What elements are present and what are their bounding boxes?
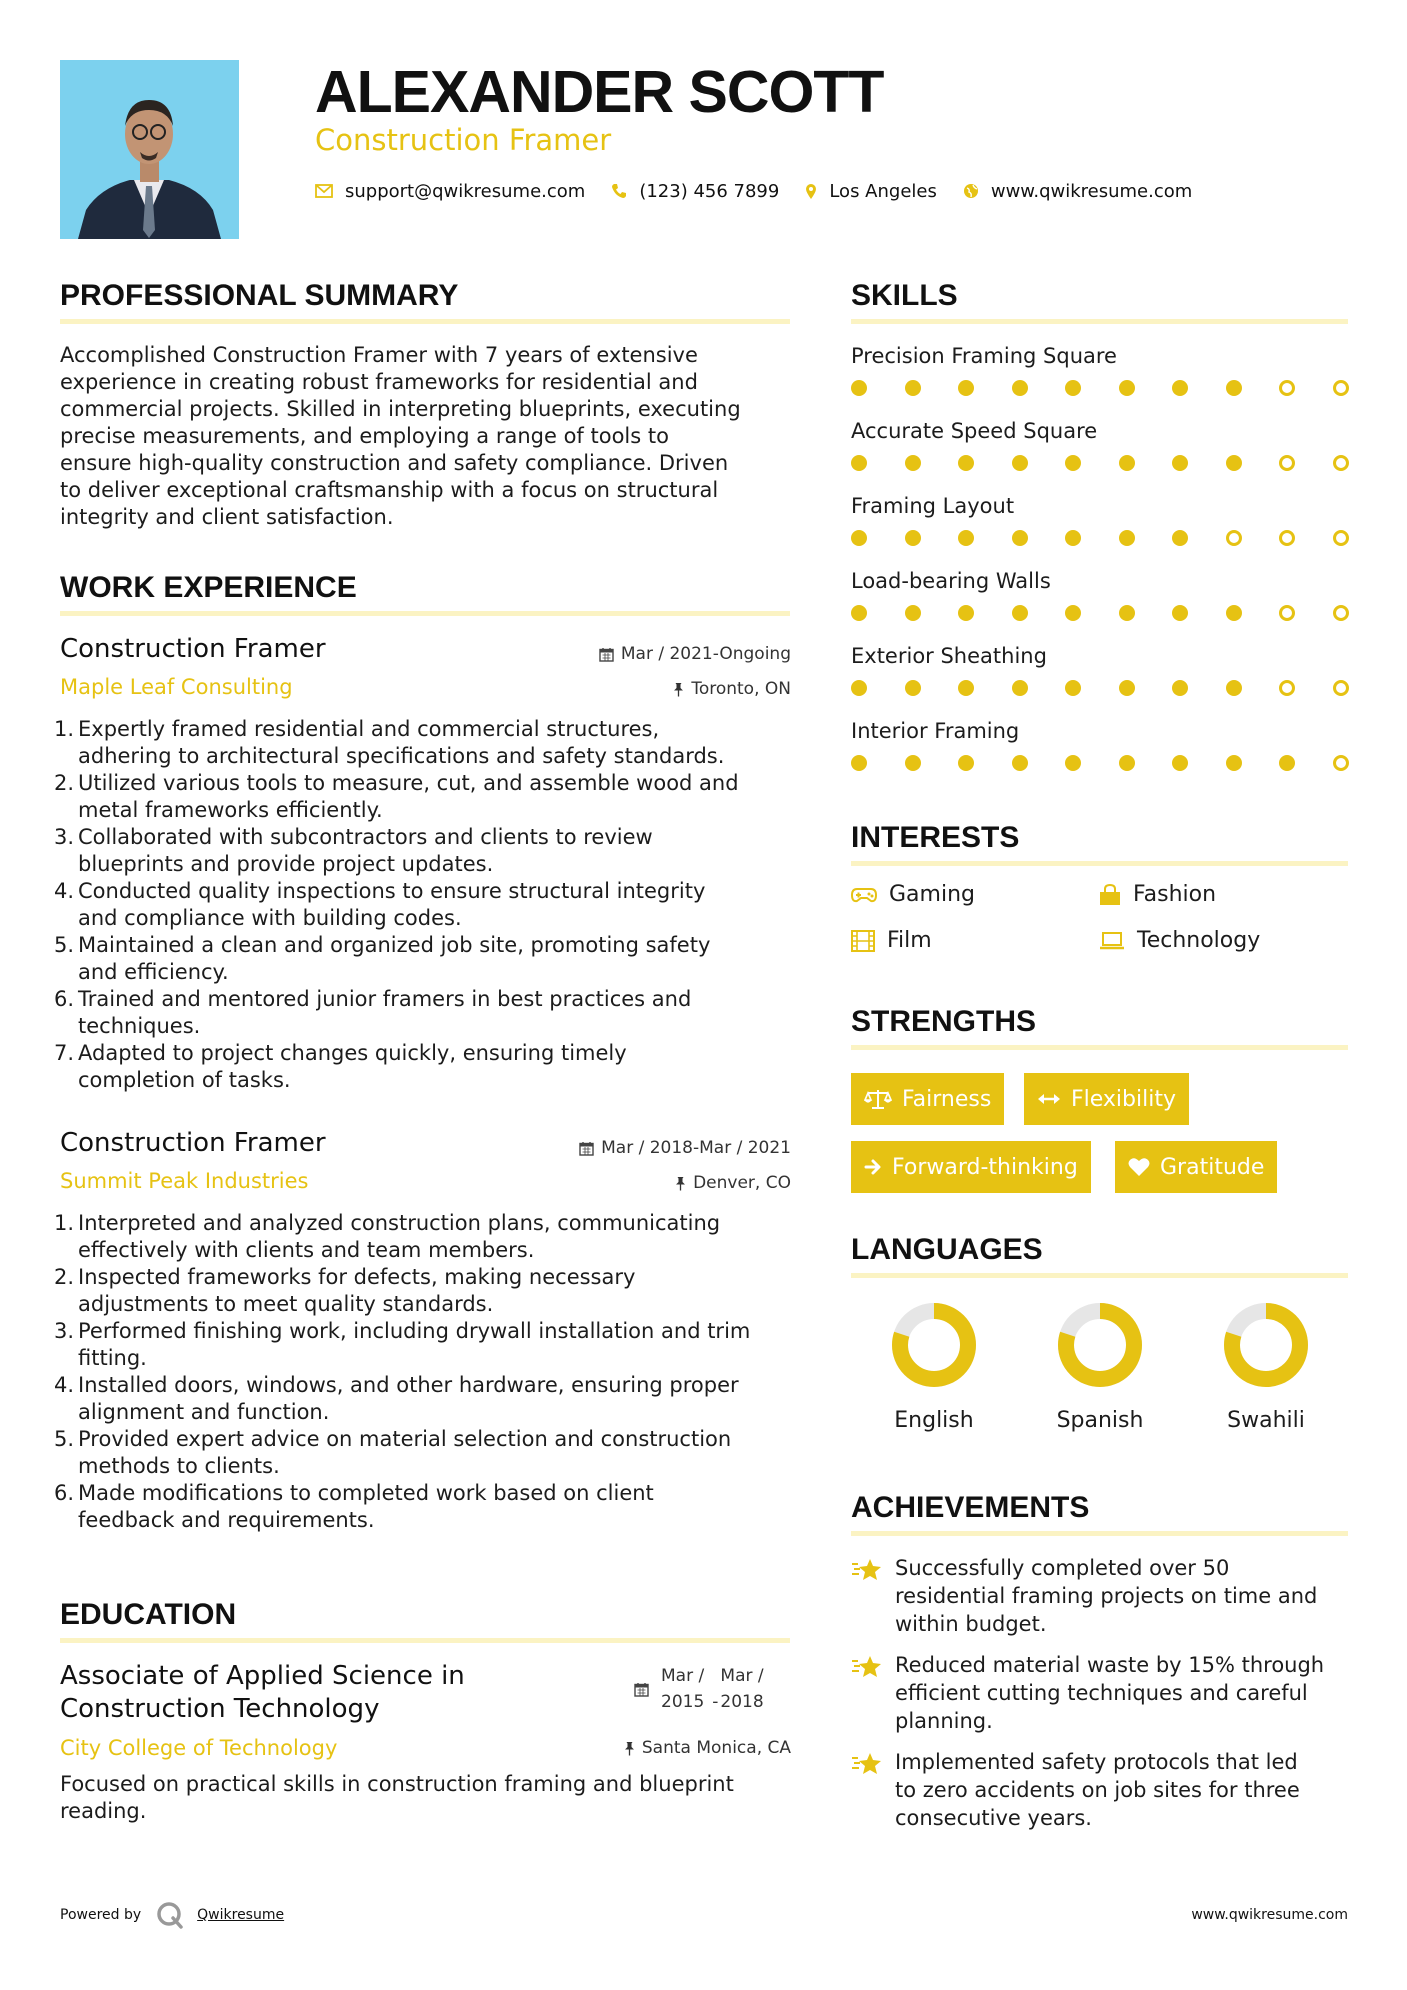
rating-dot-filled bbox=[1065, 530, 1081, 546]
contact-bar bbox=[315, 178, 1218, 204]
summary-line: commercial projects. Skilled in interpreting blueprints, executing bbox=[60, 397, 741, 421]
rating-dot-filled bbox=[958, 530, 974, 546]
shopping-bag-icon bbox=[1099, 884, 1121, 906]
date-separator: - bbox=[712, 1692, 719, 1712]
item-line: effectively with clients and team members. bbox=[78, 1238, 535, 1262]
laptop-icon bbox=[1099, 931, 1125, 951]
item-line: and efficiency. bbox=[78, 960, 229, 984]
rating-dot-filled bbox=[905, 680, 921, 696]
rating-dot-filled bbox=[1226, 755, 1242, 771]
skill-rating bbox=[851, 755, 1349, 771]
rating-dot-filled bbox=[1119, 680, 1135, 696]
summary-line: ensure high-quality construction and safety compliance. Driven bbox=[60, 451, 729, 475]
start-year: 2015 bbox=[661, 1692, 705, 1712]
education-heading: EDUCATION bbox=[60, 1598, 237, 1631]
skill-name: Interior Framing bbox=[851, 719, 1020, 743]
item-number: 1. bbox=[54, 1211, 75, 1235]
achievement-item bbox=[851, 1748, 1351, 1832]
pushpin-icon bbox=[673, 682, 684, 697]
job-company: Summit Peak Industries bbox=[60, 1169, 309, 1193]
achievement-line: Implemented safety protocols that led bbox=[895, 1750, 1298, 1774]
rating-dot-empty bbox=[1279, 530, 1295, 546]
item-line: Expertly framed residential and commercial structures, bbox=[78, 717, 660, 741]
skill-rating bbox=[851, 530, 1349, 546]
envelope-icon bbox=[315, 184, 333, 198]
interest-label: Film bbox=[887, 928, 932, 953]
skill-item bbox=[851, 567, 1349, 642]
strength-tag-flexibility bbox=[1024, 1073, 1189, 1125]
rating-dot-filled bbox=[905, 530, 921, 546]
film-icon bbox=[851, 930, 875, 952]
achievements-list bbox=[851, 1554, 1351, 1832]
strengths-heading: STRENGTHS bbox=[851, 1005, 1037, 1038]
strength-tag-fairness bbox=[851, 1073, 1004, 1125]
job-location bbox=[675, 1172, 791, 1194]
item-line: fitting. bbox=[78, 1346, 147, 1370]
map-pin-icon bbox=[805, 183, 817, 200]
rating-dot-filled bbox=[1065, 455, 1081, 471]
job-title: Construction Framer bbox=[60, 634, 326, 664]
rating-dot-filled bbox=[1119, 530, 1135, 546]
list-item bbox=[54, 1372, 800, 1426]
achievement-text bbox=[895, 1651, 1324, 1735]
phone-icon bbox=[611, 183, 627, 199]
interest-label: Fashion bbox=[1133, 882, 1217, 907]
achievement-line: efficient cutting techniques and careful bbox=[895, 1681, 1308, 1705]
skill-rating bbox=[851, 680, 1349, 696]
summary-divider bbox=[60, 319, 790, 324]
rating-dot-filled bbox=[1172, 605, 1188, 621]
education-description bbox=[60, 1771, 800, 1825]
item-number: 3. bbox=[54, 825, 75, 849]
item-line: completion of tasks. bbox=[78, 1068, 291, 1092]
rating-dot-filled bbox=[1172, 755, 1188, 771]
achievement-line: Reduced material waste by 15% through bbox=[895, 1653, 1325, 1677]
calendar-icon bbox=[634, 1682, 649, 1697]
candidate-name: ALEXANDER SCOTT bbox=[315, 59, 884, 125]
rating-dot-filled bbox=[851, 455, 867, 471]
rating-dot-filled bbox=[1119, 455, 1135, 471]
interest-item-technology bbox=[1099, 928, 1260, 953]
item-number: 5. bbox=[54, 933, 75, 957]
rating-dot-filled bbox=[1172, 530, 1188, 546]
rating-dot-filled bbox=[851, 755, 867, 771]
rating-dot-filled bbox=[958, 755, 974, 771]
strength-label: Gratitude bbox=[1160, 1154, 1265, 1180]
item-line: feedback and requirements. bbox=[78, 1508, 375, 1532]
skill-item bbox=[851, 342, 1349, 417]
list-item bbox=[54, 1040, 800, 1094]
skill-rating bbox=[851, 605, 1349, 621]
description-line: Focused on practical skills in construction framing and blueprint bbox=[60, 1772, 734, 1796]
list-item bbox=[54, 1210, 800, 1264]
rating-dot-filled bbox=[851, 380, 867, 396]
item-line: methods to clients. bbox=[78, 1454, 280, 1478]
gamepad-icon bbox=[851, 886, 877, 904]
calendar-icon bbox=[579, 1141, 594, 1156]
star-badge-icon bbox=[851, 1750, 883, 1778]
rating-dot-filled bbox=[905, 455, 921, 471]
item-number: 2. bbox=[54, 771, 75, 795]
item-line: Conducted quality inspections to ensure structural integrity bbox=[78, 879, 706, 903]
description-line: reading. bbox=[60, 1799, 147, 1823]
item-line: and compliance with building codes. bbox=[78, 906, 462, 930]
item-line: Interpreted and analyzed construction plans, communicating bbox=[78, 1211, 721, 1235]
interests-divider bbox=[851, 861, 1348, 866]
footer-powered-by bbox=[60, 1900, 284, 1930]
candidate-role: Construction Framer bbox=[315, 123, 612, 157]
rating-dot-filled bbox=[1012, 755, 1028, 771]
skill-rating bbox=[851, 455, 1349, 471]
language-item bbox=[1183, 1300, 1349, 1433]
item-number: 3. bbox=[54, 1319, 75, 1343]
item-line: alignment and function. bbox=[78, 1400, 330, 1424]
item-line: blueprints and provide project updates. bbox=[78, 852, 494, 876]
skill-name: Framing Layout bbox=[851, 494, 1015, 518]
star-badge-icon bbox=[851, 1556, 883, 1584]
powered-by-label: Powered by bbox=[60, 1907, 142, 1923]
strength-tag-gratitude bbox=[1115, 1141, 1277, 1193]
skills-heading: SKILLS bbox=[851, 279, 958, 312]
language-level-donut bbox=[889, 1300, 979, 1390]
rating-dot-empty bbox=[1279, 605, 1295, 621]
strength-label: Forward-thinking bbox=[892, 1154, 1078, 1180]
rating-dot-filled bbox=[958, 380, 974, 396]
list-item bbox=[54, 1264, 800, 1318]
rating-dot-filled bbox=[905, 755, 921, 771]
rating-dot-filled bbox=[1012, 605, 1028, 621]
item-line: Inspected frameworks for defects, making necessary bbox=[78, 1265, 636, 1289]
rating-dot-filled bbox=[1172, 380, 1188, 396]
skill-name: Exterior Sheathing bbox=[851, 644, 1047, 668]
footer-url[interactable]: www.qwikresume.com bbox=[1191, 1907, 1348, 1923]
list-item bbox=[54, 1480, 800, 1534]
rating-dot-filled bbox=[1226, 380, 1242, 396]
language-level-donut bbox=[1055, 1300, 1145, 1390]
rating-dot-filled bbox=[1012, 530, 1028, 546]
rating-dot-empty bbox=[1226, 530, 1242, 546]
skill-name: Precision Framing Square bbox=[851, 344, 1117, 368]
rating-dot-filled bbox=[1119, 755, 1135, 771]
calendar-icon bbox=[599, 647, 614, 662]
balance-scale-icon bbox=[864, 1088, 892, 1110]
email-text: support@qwikresume.com bbox=[345, 180, 586, 202]
job-location-text: Toronto, ON bbox=[691, 679, 791, 699]
achievement-item bbox=[851, 1554, 1351, 1638]
list-item bbox=[54, 1318, 800, 1372]
skill-item bbox=[851, 717, 1349, 792]
interest-label: Technology bbox=[1137, 928, 1261, 953]
job-location bbox=[673, 678, 791, 700]
item-line: Maintained a clean and organized job site, promoting safety bbox=[78, 933, 711, 957]
education-location-text: Santa Monica, CA bbox=[641, 1738, 791, 1758]
item-number: 4. bbox=[54, 879, 75, 903]
education-dates bbox=[634, 1663, 764, 1715]
skill-item bbox=[851, 492, 1349, 567]
list-item bbox=[54, 932, 800, 986]
item-line: Utilized various tools to measure, cut, and assemble wood and bbox=[78, 771, 739, 795]
end-month: Mar / bbox=[720, 1666, 764, 1686]
skill-rating bbox=[851, 380, 1349, 396]
rating-dot-filled bbox=[1172, 455, 1188, 471]
rating-dot-filled bbox=[1065, 605, 1081, 621]
rating-dot-filled bbox=[958, 680, 974, 696]
list-item bbox=[54, 770, 800, 824]
rating-dot-filled bbox=[958, 455, 974, 471]
start-month: Mar / bbox=[661, 1666, 705, 1686]
languages-divider bbox=[851, 1273, 1348, 1278]
job-location-text: Denver, CO bbox=[693, 1173, 791, 1193]
interests-heading: INTERESTS bbox=[851, 821, 1020, 854]
summary-line: integrity and client satisfaction. bbox=[60, 505, 394, 529]
rating-dot-filled bbox=[1172, 680, 1188, 696]
languages-list bbox=[851, 1300, 1349, 1433]
list-item bbox=[54, 716, 800, 770]
achievement-line: to zero accidents on job sites for three bbox=[895, 1778, 1300, 1802]
skill-item bbox=[851, 642, 1349, 717]
achievement-line: residential framing projects on time and bbox=[895, 1584, 1318, 1608]
strengths-divider bbox=[851, 1045, 1348, 1050]
globe-icon bbox=[963, 183, 979, 199]
rating-dot-filled bbox=[851, 605, 867, 621]
job-dates-text: Mar / 2018-Mar / 2021 bbox=[601, 1138, 791, 1158]
item-line: Trained and mentored junior framers in best practices and bbox=[78, 987, 692, 1011]
list-item bbox=[54, 878, 800, 932]
rating-dot-filled bbox=[905, 605, 921, 621]
achievement-item bbox=[851, 1651, 1351, 1735]
school-name: City College of Technology bbox=[60, 1736, 338, 1760]
skills-list bbox=[851, 342, 1349, 792]
rating-dot-empty bbox=[1333, 380, 1349, 396]
end-year: 2018 bbox=[720, 1692, 764, 1712]
languages-heading: LANGUAGES bbox=[851, 1233, 1043, 1266]
item-line: metal frameworks efficiently. bbox=[78, 798, 383, 822]
rating-dot-empty bbox=[1333, 755, 1349, 771]
achievement-text bbox=[895, 1554, 1317, 1638]
list-item bbox=[54, 824, 800, 878]
education-end bbox=[720, 1663, 763, 1715]
skill-name: Load-bearing Walls bbox=[851, 569, 1051, 593]
skill-item bbox=[851, 417, 1349, 492]
contact-email[interactable] bbox=[315, 181, 585, 202]
item-line: Made modifications to completed work based on client bbox=[78, 1481, 654, 1505]
interest-label: Gaming bbox=[889, 882, 975, 907]
education-start bbox=[661, 1663, 704, 1715]
item-line: Provided expert advice on material selection and construction bbox=[78, 1427, 732, 1451]
item-line: Collaborated with subcontractors and clients to review bbox=[78, 825, 653, 849]
rating-dot-filled bbox=[1226, 680, 1242, 696]
qwikresume-logo-icon bbox=[155, 1900, 185, 1930]
profile-photo bbox=[60, 60, 239, 239]
interest-item-film bbox=[851, 928, 932, 953]
language-name: Spanish bbox=[1056, 1408, 1144, 1433]
achievement-line: within budget. bbox=[895, 1612, 1047, 1636]
summary-line: Accomplished Construction Framer with 7 years of extensive bbox=[60, 343, 698, 367]
education-location bbox=[624, 1737, 791, 1759]
item-number: 2. bbox=[54, 1265, 75, 1289]
contact-website[interactable] bbox=[963, 181, 1192, 202]
rating-dot-filled bbox=[958, 605, 974, 621]
item-number: 7. bbox=[54, 1041, 75, 1065]
star-badge-icon bbox=[851, 1653, 883, 1681]
rating-dot-empty bbox=[1279, 380, 1295, 396]
interest-item-fashion bbox=[1099, 882, 1216, 907]
list-item bbox=[54, 1426, 800, 1480]
item-number: 6. bbox=[54, 987, 75, 1011]
language-item bbox=[1017, 1300, 1183, 1433]
location-text: Los Angeles bbox=[829, 180, 937, 202]
job-duties-list bbox=[54, 716, 800, 1094]
rating-dot-filled bbox=[1012, 455, 1028, 471]
website-text: www.qwikresume.com bbox=[990, 180, 1193, 202]
achievement-line: planning. bbox=[895, 1709, 993, 1733]
rating-dot-filled bbox=[1279, 755, 1295, 771]
item-line: Installed doors, windows, and other hardware, ensuring proper bbox=[78, 1373, 739, 1397]
achievements-heading: ACHIEVEMENTS bbox=[851, 1491, 1090, 1524]
rating-dot-filled bbox=[851, 680, 867, 696]
skill-name: Accurate Speed Square bbox=[851, 419, 1098, 443]
list-item bbox=[54, 986, 800, 1040]
rating-dot-filled bbox=[1226, 605, 1242, 621]
work-divider bbox=[60, 611, 790, 616]
rating-dot-empty bbox=[1279, 680, 1295, 696]
job-company: Maple Leaf Consulting bbox=[60, 675, 293, 699]
summary-line: to deliver exceptional craftsmanship with a focus on structural bbox=[60, 478, 719, 502]
rating-dot-empty bbox=[1279, 455, 1295, 471]
skills-divider bbox=[851, 319, 1348, 324]
summary-line: precise measurements, and employing a range of tools to bbox=[60, 424, 669, 448]
job-dates-text: Mar / 2021-Ongoing bbox=[620, 644, 791, 664]
job-dates bbox=[599, 643, 791, 665]
phone-text: (123) 456 7899 bbox=[639, 180, 780, 202]
contact-location bbox=[805, 181, 937, 202]
achievements-divider bbox=[851, 1531, 1348, 1536]
education-divider bbox=[60, 1638, 790, 1643]
degree-title bbox=[60, 1660, 465, 1726]
job-dates bbox=[579, 1137, 791, 1159]
language-name: English bbox=[894, 1408, 974, 1433]
strength-tag-forward-thinking bbox=[851, 1141, 1091, 1193]
item-number: 4. bbox=[54, 1373, 75, 1397]
interest-item-gaming bbox=[851, 882, 975, 907]
qwikresume-link[interactable]: Qwikresume bbox=[197, 1907, 285, 1923]
rating-dot-empty bbox=[1333, 530, 1349, 546]
item-line: Performed finishing work, including drywall installation and trim bbox=[78, 1319, 751, 1343]
achievement-line: consecutive years. bbox=[895, 1806, 1092, 1830]
rating-dot-filled bbox=[1119, 380, 1135, 396]
pushpin-icon bbox=[675, 1176, 686, 1191]
rating-dot-filled bbox=[1119, 605, 1135, 621]
rating-dot-filled bbox=[905, 380, 921, 396]
summary-line: experience in creating robust frameworks for residential and bbox=[60, 370, 698, 394]
contact-phone[interactable] bbox=[611, 181, 779, 202]
pushpin-icon bbox=[624, 1741, 635, 1756]
language-level-donut bbox=[1221, 1300, 1311, 1390]
rating-dot-filled bbox=[1065, 680, 1081, 696]
job-duties-list bbox=[54, 1210, 800, 1534]
item-number: 6. bbox=[54, 1481, 75, 1505]
summary-heading: PROFESSIONAL SUMMARY bbox=[60, 279, 459, 312]
strength-label: Flexibility bbox=[1071, 1086, 1176, 1112]
language-name: Swahili bbox=[1227, 1408, 1305, 1433]
item-number: 1. bbox=[54, 717, 75, 741]
double-arrow-icon bbox=[1037, 1092, 1061, 1106]
language-item bbox=[851, 1300, 1017, 1433]
rating-dot-filled bbox=[1012, 680, 1028, 696]
rating-dot-empty bbox=[1333, 605, 1349, 621]
item-line: Adapted to project changes quickly, ensuring timely bbox=[78, 1041, 627, 1065]
degree-line: Associate of Applied Science in bbox=[60, 1661, 465, 1691]
rating-dot-empty bbox=[1333, 455, 1349, 471]
rating-dot-empty bbox=[1333, 680, 1349, 696]
summary-text bbox=[60, 342, 800, 531]
rating-dot-filled bbox=[1226, 455, 1242, 471]
item-line: adhering to architectural specifications and safety standards. bbox=[78, 744, 725, 768]
rating-dot-filled bbox=[1065, 380, 1081, 396]
item-line: adjustments to meet quality standards. bbox=[78, 1292, 494, 1316]
arrow-right-icon bbox=[864, 1158, 882, 1176]
work-heading: WORK EXPERIENCE bbox=[60, 571, 357, 604]
item-line: techniques. bbox=[78, 1014, 201, 1038]
rating-dot-filled bbox=[1065, 755, 1081, 771]
achievement-line: Successfully completed over 50 bbox=[895, 1556, 1230, 1580]
heart-icon bbox=[1128, 1157, 1150, 1177]
strength-label: Fairness bbox=[902, 1086, 992, 1112]
rating-dot-filled bbox=[1012, 380, 1028, 396]
item-number: 5. bbox=[54, 1427, 75, 1451]
degree-line: Construction Technology bbox=[60, 1694, 380, 1724]
job-title: Construction Framer bbox=[60, 1128, 326, 1158]
rating-dot-filled bbox=[851, 530, 867, 546]
achievement-text bbox=[895, 1748, 1300, 1832]
